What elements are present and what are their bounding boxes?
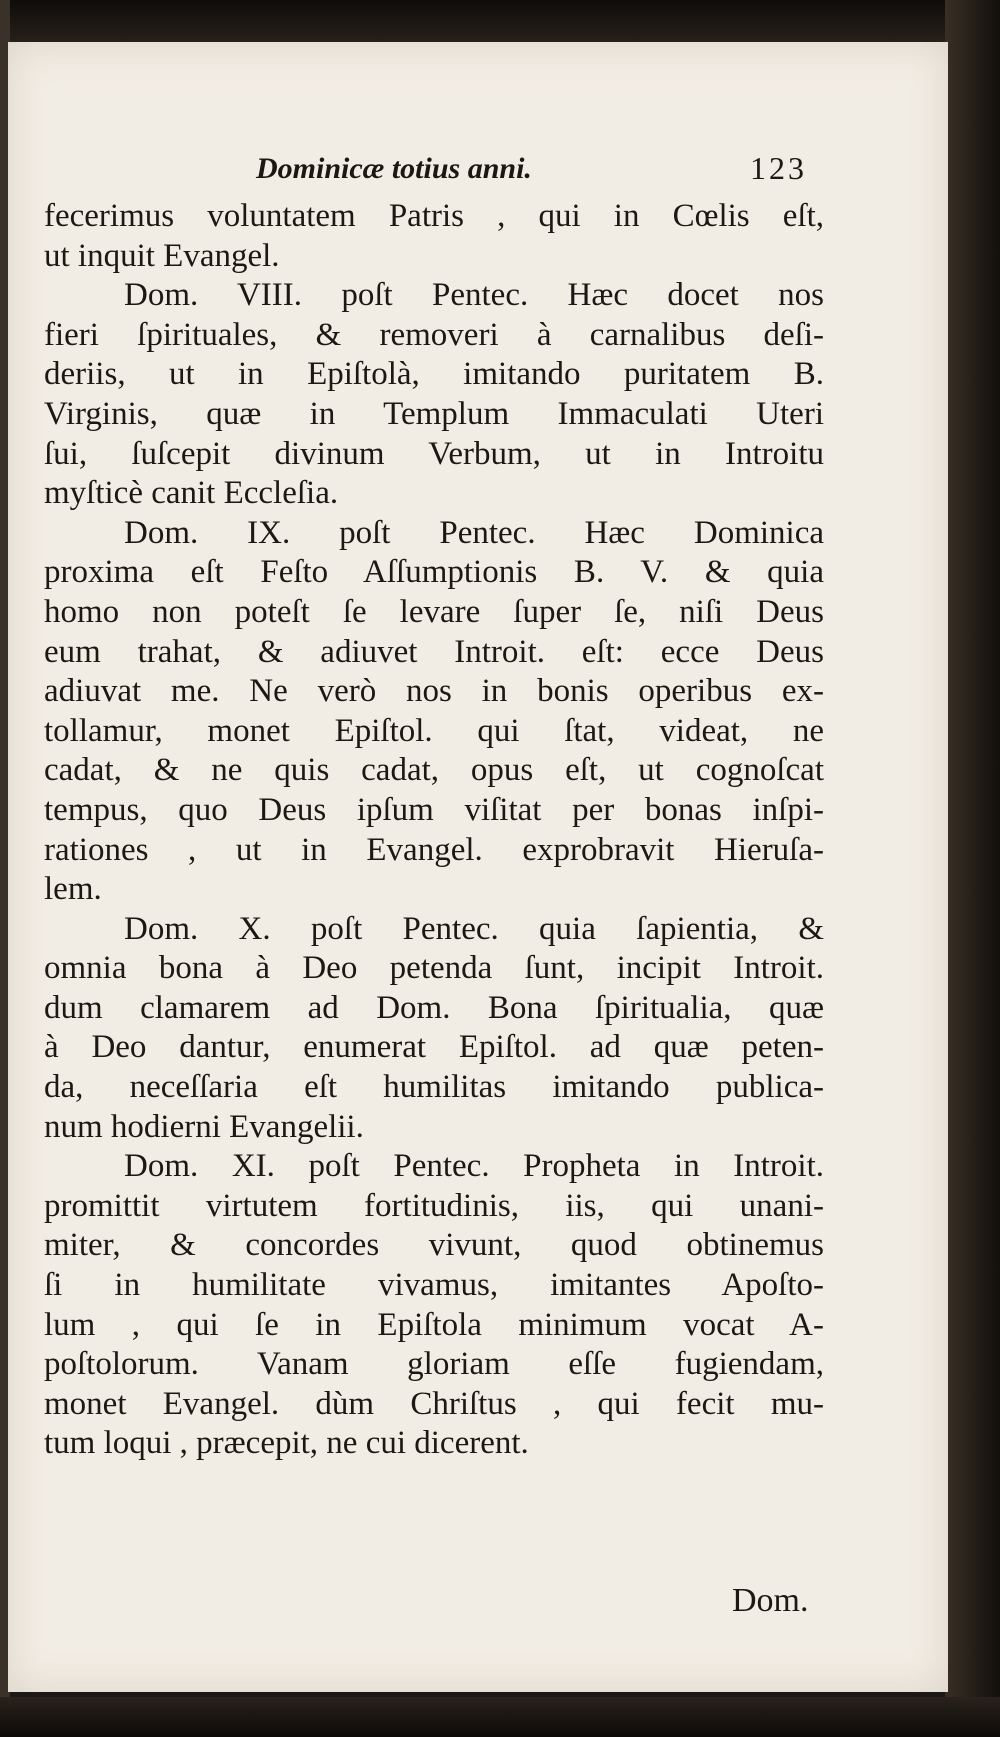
- text-line: homo non poteſt ſe levare ſuper ſe, niſi Deus: [44, 593, 824, 630]
- text-line: adiuvat me. Ne verò nos in bonis operibus ex-: [44, 673, 824, 710]
- text-line: poſtolorum. Vanam gloriam eſſe fugiendam,: [44, 1346, 824, 1383]
- text-line: fieri ſpirituales, & removeri à carnalibus deſi-: [44, 316, 824, 353]
- text-line: dum clamarem ad Dom. Bona ſpiritualia, quæ: [44, 989, 824, 1026]
- book-gutter: [945, 0, 1000, 1737]
- text-line: lem.: [44, 871, 102, 908]
- catchword: Dom.: [732, 1582, 809, 1619]
- text-line: ſi in humilitate vivamus, imitantes Apoſto-: [44, 1267, 824, 1304]
- text-line: eum trahat, & adiuvet Introit. eſt: ecce Deus: [44, 633, 824, 670]
- text-line: Virginis, quæ in Templum Immaculati Uteri: [44, 395, 824, 432]
- text-line: deriis, ut in Epiſtolà, imitando puritatem B.: [44, 356, 824, 393]
- text-line: promittit virtutem fortitudinis, iis, qui unani-: [44, 1187, 824, 1224]
- text-line: miter, & concordes vivunt, quod obtinemus: [44, 1227, 824, 1264]
- text-line: fecerimus voluntatem Patris , qui in Cœlis eſt,: [44, 198, 824, 234]
- text-line: Dom. X. poſt Pentec. quia ſapientia, &: [124, 910, 824, 947]
- text-line: tum loqui , præcepit, ne cui dicerent.: [44, 1425, 529, 1462]
- text-line: myſticè canit Eccleſia.: [44, 475, 339, 512]
- text-line: da, neceſſaria eſt humilitas imitando publica-: [44, 1069, 824, 1106]
- text-line: lum , qui ſe in Epiſtola minimum vocat A-: [44, 1306, 824, 1343]
- text-line: tollamur, monet Epiſtol. qui ſtat, videat, ne: [44, 712, 824, 749]
- text-line: ut inquit Evangel.: [44, 237, 280, 274]
- text-line: omnia bona à Deo petenda ſunt, incipit Introit.: [44, 950, 824, 987]
- book-top-edge: [0, 0, 1000, 48]
- running-title: Dominicæ totius anni.: [256, 152, 532, 185]
- body-text: [44, 197, 824, 1464]
- text-line: rationes , ut in Evangel. exprobravit Hieruſa-: [44, 831, 824, 868]
- text-line: monet Evangel. dùm Chriſtus , qui fecit mu-: [44, 1385, 824, 1422]
- page-header: [8, 134, 948, 194]
- page-number: 123: [750, 150, 807, 186]
- text-line: Dom. VIII. poſt Pentec. Hæc docet nos: [124, 277, 824, 314]
- book-page: [8, 42, 948, 1692]
- text-line: tempus, quo Deus ipſum viſitat per bonas inſpi-: [44, 791, 824, 828]
- text-line: num hodierni Evangelii.: [44, 1108, 364, 1145]
- text-line: cadat, & ne quis cadat, opus eſt, ut cognoſcat: [44, 752, 824, 789]
- text-line: ſui, ſuſcepit divinum Verbum, ut in Introitu: [44, 435, 824, 472]
- text-line: Dom. IX. poſt Pentec. Hæc Dominica: [124, 514, 824, 551]
- text-line: à Deo dantur, enumerat Epiſtol. ad quæ peten-: [44, 1029, 824, 1066]
- book-bottom-edge: [0, 1697, 1000, 1737]
- text-line: Dom. XI. poſt Pentec. Propheta in Introit.: [124, 1148, 824, 1185]
- text-line: proxima eſt Feſto Aſſumptionis B. V. & quia: [44, 554, 824, 591]
